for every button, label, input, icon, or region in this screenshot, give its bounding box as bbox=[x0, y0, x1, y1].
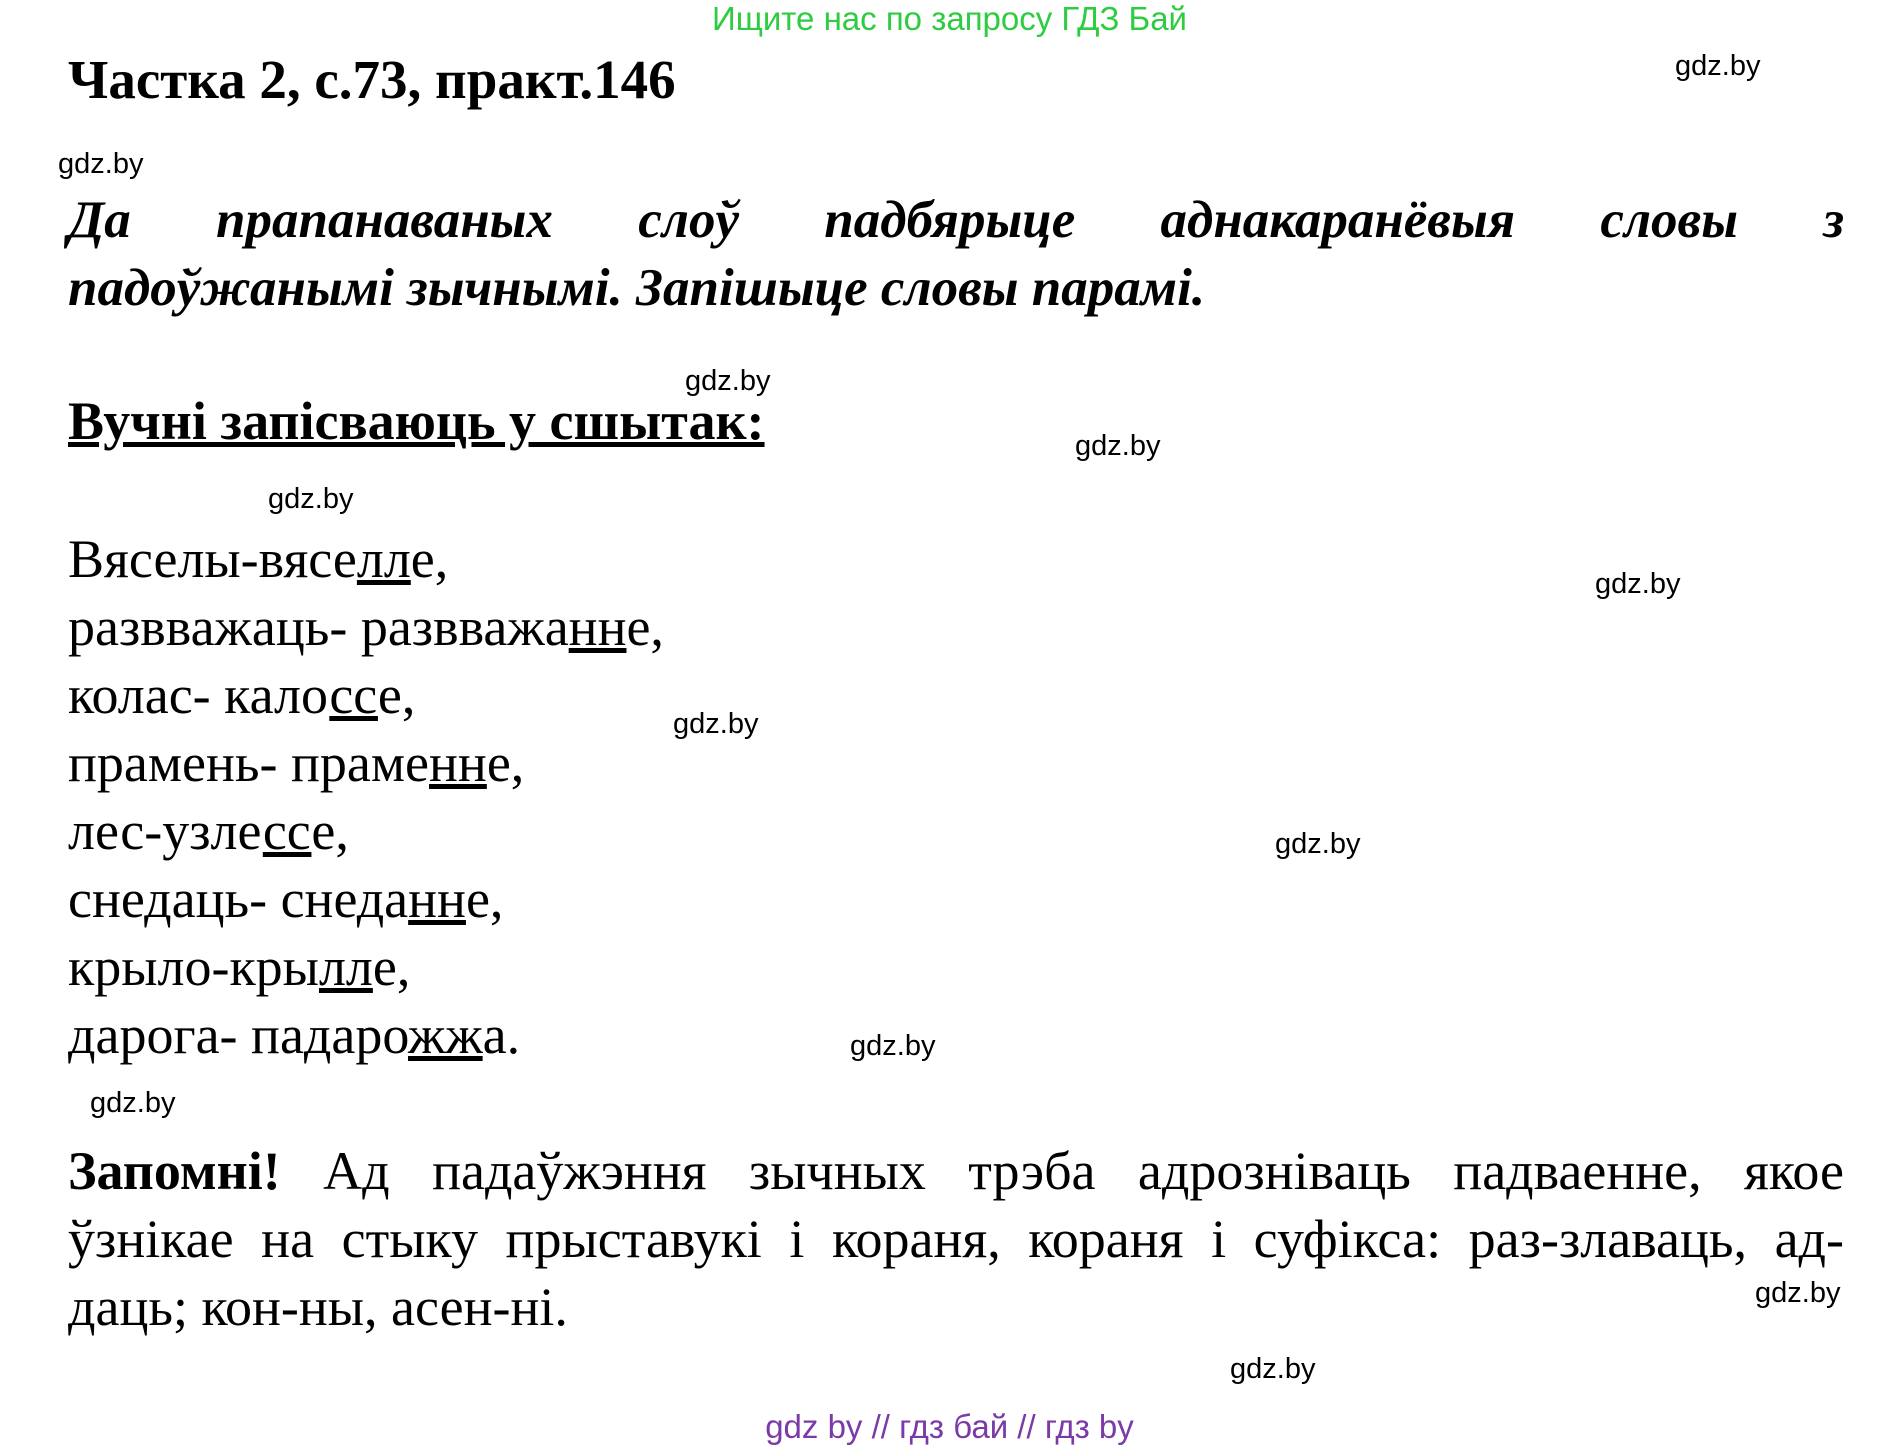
watermark: gdz.by bbox=[90, 1087, 176, 1119]
pair-text: Вяселы-вясе bbox=[68, 529, 357, 589]
word-pair-5 bbox=[68, 800, 349, 862]
word-pair-8 bbox=[68, 1004, 520, 1066]
answer-heading: Вучні запісваюць у сшытак: bbox=[68, 391, 765, 451]
watermark: gdz.by bbox=[685, 365, 771, 397]
note-label: Запомні! bbox=[68, 1141, 281, 1201]
footer-links[interactable]: gdz by // гдз бай // гдз by bbox=[765, 1408, 1134, 1445]
note-line-2: ўзнікае на стыку прыставукі і кораня, кораня і суфікса: раз-злаваць, ад- bbox=[68, 1209, 1844, 1269]
pair-text: прамень- праме bbox=[68, 733, 430, 793]
watermark: gdz.by bbox=[1595, 568, 1681, 600]
page-title: Частка 2, с.73, практ.146 bbox=[68, 49, 676, 110]
doubled-consonant: нн bbox=[408, 869, 466, 929]
pair-text: колас- кало bbox=[68, 665, 330, 725]
top-banner[interactable]: Ищите нас по запросу ГДЗ Бай bbox=[712, 0, 1187, 37]
doubled-consonant: нн bbox=[429, 733, 487, 793]
pair-text: развважаць- развважа bbox=[68, 597, 569, 657]
note-line-1 bbox=[68, 1140, 1844, 1202]
task-line-1: Да прапанаваных слоў падбярыце аднакаранёвыя словы з bbox=[68, 191, 1844, 249]
watermark: gdz.by bbox=[1755, 1277, 1841, 1309]
word-pair-4 bbox=[68, 732, 524, 794]
pair-ending: а. bbox=[482, 1005, 521, 1065]
word-pair-7 bbox=[68, 936, 410, 998]
pair-ending: е, bbox=[372, 937, 411, 997]
doubled-consonant: лл bbox=[318, 937, 373, 997]
doubled-consonant: сс bbox=[329, 665, 378, 725]
note-text: Ад падаўжэння зычных трэба адрозніваць падваенне, якое bbox=[280, 1141, 1844, 1201]
doubled-consonant: лл bbox=[356, 529, 411, 589]
word-pair-2 bbox=[68, 596, 664, 658]
pair-ending: е, bbox=[410, 529, 449, 589]
watermark: gdz.by bbox=[268, 483, 354, 515]
pair-text: крыло-кры bbox=[68, 937, 319, 997]
task-line-2: падоўжанымі зычнымі. Запішыце словы парамі. bbox=[68, 259, 1206, 317]
doubled-consonant: сс bbox=[262, 801, 312, 861]
doubled-consonant: нн bbox=[568, 597, 627, 657]
pair-text: лес-узле bbox=[68, 801, 263, 861]
pair-ending: е, bbox=[486, 733, 525, 793]
watermark: gdz.by bbox=[1675, 50, 1761, 82]
pair-text: дарога- падаро bbox=[68, 1005, 409, 1065]
pair-ending: е, bbox=[311, 801, 349, 861]
doubled-consonant: жж bbox=[408, 1005, 483, 1065]
pair-ending: е, bbox=[626, 597, 664, 657]
word-pair-1 bbox=[68, 528, 448, 590]
pair-text: снедаць- снеда bbox=[68, 869, 409, 929]
pair-ending: е, bbox=[465, 869, 504, 929]
watermark: gdz.by bbox=[1230, 1353, 1316, 1385]
note-line-3: даць; кон-ны, асен-ні. bbox=[68, 1277, 568, 1337]
watermark: gdz.by bbox=[58, 148, 144, 180]
word-pair-3 bbox=[68, 664, 415, 726]
watermark: gdz.by bbox=[1075, 430, 1161, 462]
watermark: gdz.by bbox=[1275, 828, 1361, 860]
watermark: gdz.by bbox=[850, 1030, 936, 1062]
word-pair-6 bbox=[68, 868, 503, 930]
pair-ending: е, bbox=[377, 665, 416, 725]
watermark: gdz.by bbox=[673, 708, 759, 740]
